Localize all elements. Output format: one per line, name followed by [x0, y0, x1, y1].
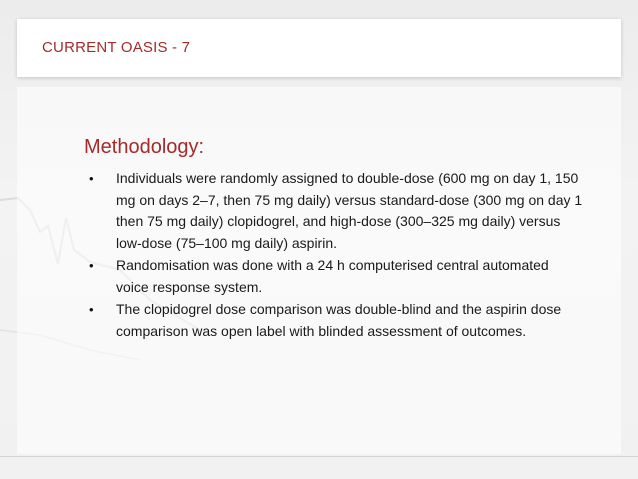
bullet-list: [84, 168, 584, 343]
slide-title: CURRENT OASIS - 7: [42, 39, 191, 56]
bullet-text: The clopidogrel dose comparison was double-blind and the aspirin dose comparison was open label with blinded assessment of outcomes.: [116, 301, 562, 339]
footer-divider: [0, 456, 638, 457]
bullet-icon: •: [89, 258, 94, 273]
bullet-text: Randomisation was done with a 24 h computerised central automated voice response system.: [116, 257, 549, 295]
section-heading: Methodology:: [84, 136, 205, 158]
bullet-text: Individuals were randomly assigned to double-dose (600 mg on day 1, 150 mg on days 2–7, then 75 mg daily) versus standard-dose (300 mg on day 1 then 75 mg daily) clopidogrel, and high-dose (300–325 mg daily) versus low-dose (75–100 mg daily) aspirin.: [116, 170, 583, 251]
title-bar: [17, 19, 621, 77]
bullet-item: [84, 255, 584, 298]
bullet-item: [84, 168, 584, 254]
bullet-icon: •: [89, 171, 94, 186]
bullet-item: [84, 299, 584, 342]
bullet-icon: •: [89, 302, 94, 317]
